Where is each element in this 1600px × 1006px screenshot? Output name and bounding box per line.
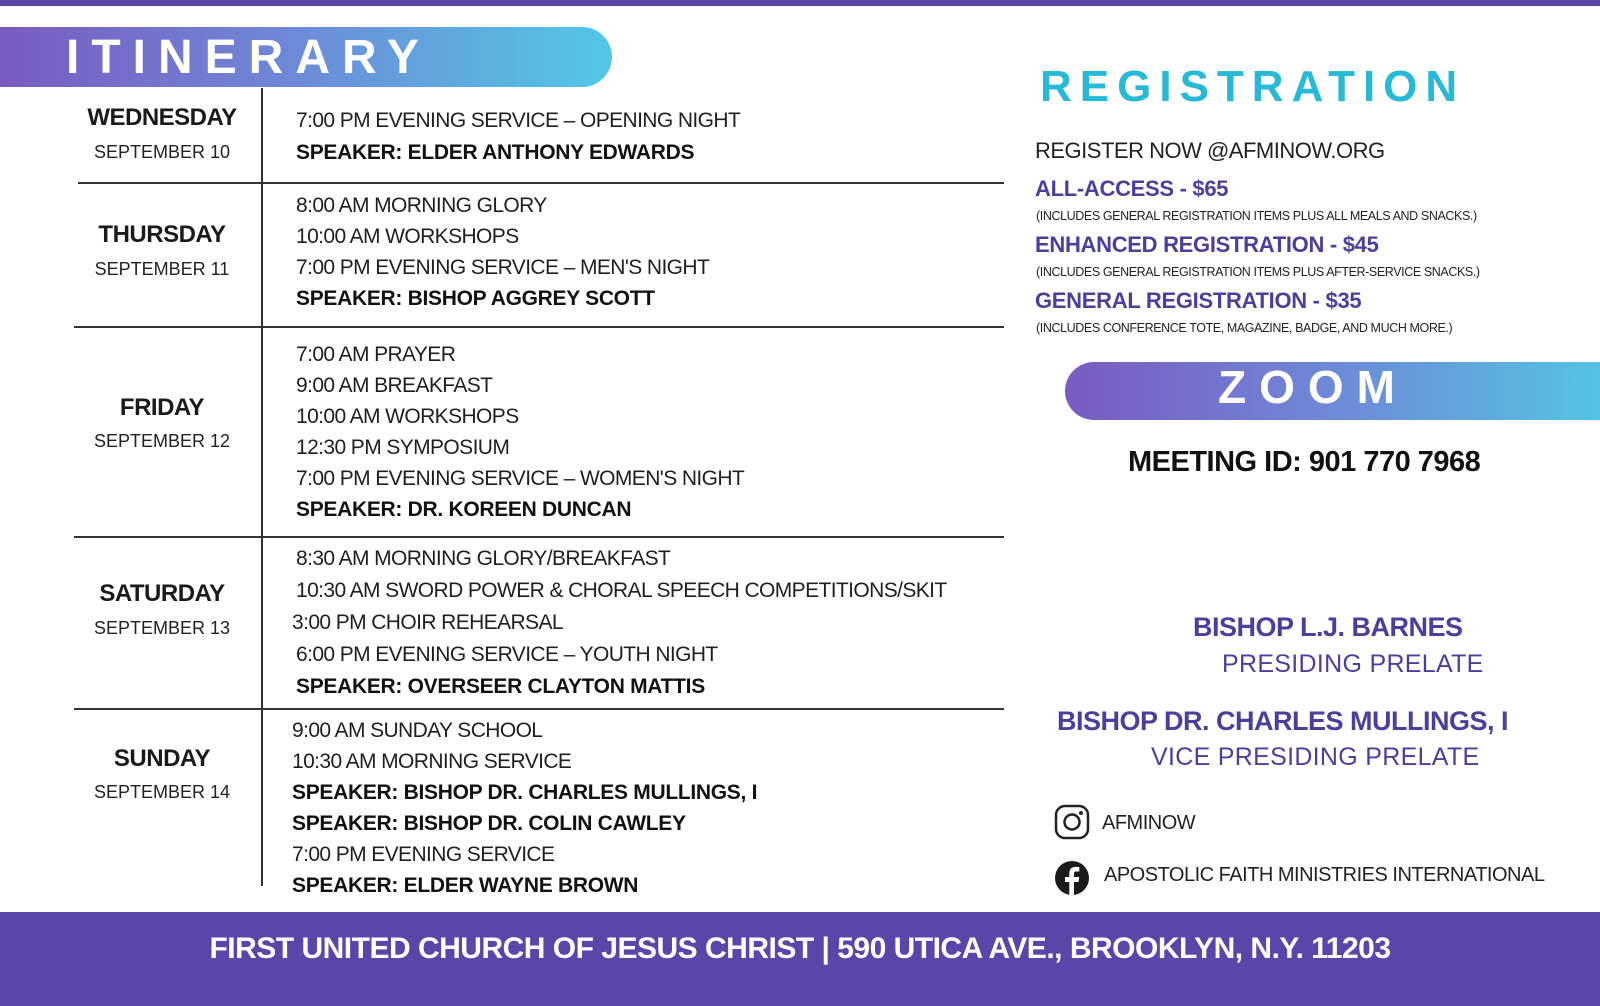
tier-note: (INCLUDES GENERAL REGISTRATION ITEMS PLUS ALL MEALS AND SNACKS.) — [1036, 209, 1477, 223]
day-date: SEPTEMBER 14 — [93, 782, 231, 802]
event-speaker: SPEAKER: BISHOP DR. COLIN CAWLEY — [292, 812, 686, 835]
facebook-page[interactable]: APOSTOLIC FAITH MINISTRIES INTERNATIONAL — [1104, 864, 1545, 886]
event-item: 10:30 AM SWORD POWER & CHORAL SPEECH COMPETITIONS/SKIT — [296, 579, 947, 602]
event-item: 10:00 AM WORKSHOPS — [296, 405, 519, 428]
event-item: 10:00 AM WORKSHOPS — [296, 225, 519, 248]
instagram-icon — [1054, 804, 1090, 840]
zoom-title: ZOOM — [1218, 361, 1408, 413]
day-date: SEPTEMBER 11 — [94, 259, 230, 279]
event-item: 9:00 AM BREAKFAST — [296, 374, 493, 397]
event-item: 12:30 PM SYMPOSIUM — [296, 436, 510, 459]
schedule-divider — [74, 708, 1004, 710]
tier-enhanced: ENHANCED REGISTRATION - $45 — [1035, 232, 1379, 257]
event-item: 7:00 AM PRAYER — [296, 343, 456, 366]
event-item: 7:00 PM EVENING SERVICE – OPENING NIGHT — [296, 109, 741, 132]
registration-title: REGISTRATION — [1040, 62, 1466, 111]
event-speaker: SPEAKER: BISHOP AGGREY SCOTT — [296, 287, 655, 310]
day-name: WEDNESDAY — [87, 104, 237, 131]
event-item: 7:00 PM EVENING SERVICE – WOMEN'S NIGHT — [296, 467, 745, 490]
tier-note: (INCLUDES CONFERENCE TOTE, MAGAZINE, BADGE, AND MUCH MORE.) — [1036, 321, 1453, 335]
leader-name: BISHOP L.J. BARNES — [1193, 612, 1463, 642]
top-border — [0, 0, 1600, 6]
event-speaker: SPEAKER: OVERSEER CLAYTON MATTIS — [296, 675, 705, 698]
day-name: FRIDAY — [119, 394, 205, 421]
footer-address: FIRST UNITED CHURCH OF JESUS CHRIST | 590 UTICA AVE., BROOKLYN, N.Y. 11203 — [209, 932, 1391, 965]
instagram-handle[interactable]: AFMINOW — [1102, 812, 1196, 834]
tier-all-access: ALL-ACCESS - $65 — [1035, 176, 1229, 201]
event-speaker: SPEAKER: DR. KOREEN DUNCAN — [296, 498, 632, 521]
schedule-divider-vertical — [261, 88, 263, 886]
day-name: SUNDAY — [113, 745, 211, 772]
leader-role: VICE PRESIDING PRELATE — [1151, 743, 1480, 771]
itinerary-title: ITINERARY — [66, 31, 431, 84]
event-speaker: SPEAKER: ELDER WAYNE BROWN — [292, 874, 639, 897]
leader-name: BISHOP DR. CHARLES MULLINGS, I — [1057, 706, 1509, 736]
day-name: THURSDAY — [98, 221, 226, 248]
event-item: 8:30 AM MORNING GLORY/BREAKFAST — [296, 547, 671, 570]
schedule-divider — [74, 326, 1004, 328]
event-speaker: SPEAKER: ELDER ANTHONY EDWARDS — [296, 141, 695, 164]
facebook-icon — [1054, 860, 1090, 896]
leader-role: PRESIDING PRELATE — [1222, 650, 1484, 678]
event-speaker: SPEAKER: BISHOP DR. CHARLES MULLINGS, I — [292, 781, 758, 804]
event-item: 9:00 AM SUNDAY SCHOOL — [292, 719, 543, 742]
zoom-meeting-id: MEETING ID: 901 770 7968 — [1128, 446, 1481, 478]
day-date: SEPTEMBER 12 — [93, 431, 231, 451]
event-item: 7:00 PM EVENING SERVICE — [292, 843, 555, 866]
event-item: 7:00 PM EVENING SERVICE – MEN'S NIGHT — [296, 256, 710, 279]
event-item: 3:00 PM CHOIR REHEARSAL — [292, 611, 563, 634]
event-item: 8:00 AM MORNING GLORY — [296, 194, 547, 217]
event-item: 6:00 PM EVENING SERVICE – YOUTH NIGHT — [296, 643, 718, 666]
day-date: SEPTEMBER 10 — [93, 142, 231, 162]
day-name: SATURDAY — [99, 580, 225, 607]
day-date: SEPTEMBER 13 — [93, 618, 231, 638]
event-item: 10:30 AM MORNING SERVICE — [292, 750, 572, 773]
tier-general: GENERAL REGISTRATION - $35 — [1035, 288, 1362, 313]
schedule-divider — [78, 182, 1004, 184]
schedule-divider — [74, 536, 1004, 538]
tier-note: (INCLUDES GENERAL REGISTRATION ITEMS PLUS AFTER-SERVICE SNACKS.) — [1036, 265, 1480, 279]
registration-link[interactable]: REGISTER NOW @AFMINOW.ORG — [1035, 138, 1385, 163]
